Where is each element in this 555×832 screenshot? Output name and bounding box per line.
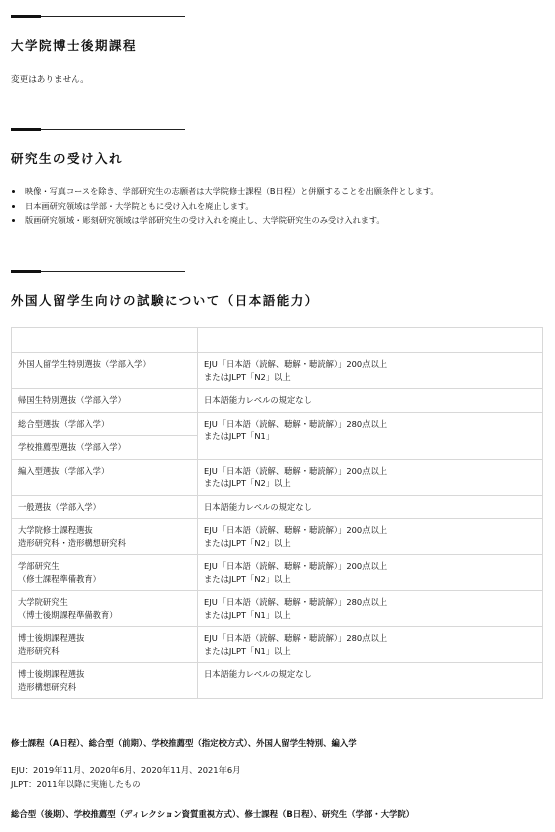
- table-row: [12, 591, 543, 627]
- section-rule: [11, 271, 185, 272]
- requirement-cell: EJU「日本語（読解、聴解・聴読解）」280点以上 またはJLPT「N1」以上: [198, 627, 543, 663]
- note1-eju: EJU：2019年11月、2020年6月、2020年11月、2021年6月: [11, 765, 241, 775]
- list-item: 映像・写真コースを除き、学部研究生の志願者は大学院修士課程（B日程）と併願することを出願条件とします。: [11, 184, 439, 199]
- table-row: [12, 663, 543, 699]
- requirement-cell: EJU「日本語（読解、聴解・聴読解）」280点以上 またはJLPT「N1」: [198, 412, 543, 459]
- category-cell: 学部研究生 （修士課程準備教育）: [12, 555, 198, 591]
- category-cell: 博士後期課程選抜 造形構想研究科: [12, 663, 198, 699]
- requirement-cell: EJU「日本語（読解、聴解・聴読解）」200点以上 またはJLPT「N2」以上: [198, 519, 543, 555]
- requirement-cell: 日本語能力レベルの規定なし: [198, 663, 543, 699]
- category-cell: 一般選抜（学部入学）: [12, 495, 198, 519]
- category-cell: 総合型選抜（学部入学）: [12, 412, 198, 436]
- requirement-cell: EJU「日本語（読解、聴解・聴読解）」200点以上 またはJLPT「N2」以上: [198, 459, 543, 495]
- doctoral-text: 変更はありません。: [11, 75, 89, 85]
- table-header-cell: [198, 328, 543, 353]
- category-cell: 学校推薦型選抜（学部入学）: [12, 436, 198, 460]
- section-rule: [11, 129, 185, 130]
- note1-jlpt: JLPT：2011年以降に実施したもの: [11, 779, 141, 789]
- table-row: [12, 555, 543, 591]
- table-header-row: [12, 328, 543, 353]
- section-rule: [11, 16, 185, 17]
- section-title-research-students: 研究生の受け入れ: [11, 151, 124, 166]
- section-title-language: 外国人留学生向けの試験について（日本語能力）: [11, 293, 319, 308]
- research-students-list: [11, 184, 439, 228]
- note2-heading: 総合型（後期）、学校推薦型（ディレクション資質重視方式）、修士課程（B日程）、研究生（学部・大学院）: [11, 809, 415, 819]
- category-cell: 博士後期課程選抜 造形研究科: [12, 627, 198, 663]
- category-cell: 大学院修士課程選抜 造形研究科・造形構想研究科: [12, 519, 198, 555]
- list-item: 版画研究領域・彫刻研究領域は学部研究生の受け入れを廃止し、大学院研究生のみ受け入れます。: [11, 213, 439, 228]
- table-row: [12, 353, 543, 389]
- section-title-doctoral: 大学院博士後期課程: [11, 38, 138, 53]
- table-row: [12, 627, 543, 663]
- table-row: [12, 389, 543, 413]
- requirement-cell: EJU「日本語（読解、聴解・聴読解）」200点以上 またはJLPT「N2」以上: [198, 555, 543, 591]
- table-row: [12, 519, 543, 555]
- table-row: [12, 459, 543, 495]
- requirement-cell: EJU「日本語（読解、聴解・聴読解）」200点以上 またはJLPT「N2」以上: [198, 353, 543, 389]
- requirement-cell: 日本語能力レベルの規定なし: [198, 389, 543, 413]
- category-cell: 外国人留学生特別選抜（学部入学）: [12, 353, 198, 389]
- category-cell: 編入型選抜（学部入学）: [12, 459, 198, 495]
- table-row: [12, 495, 543, 519]
- language-requirements-table: [11, 327, 543, 699]
- requirement-cell: EJU「日本語（読解、聴解・聴読解）」280点以上 またはJLPT「N1」以上: [198, 591, 543, 627]
- category-cell: 帰国生特別選抜（学部入学）: [12, 389, 198, 413]
- list-item: 日本画研究領域は学部・大学院ともに受け入れを廃止します。: [11, 199, 439, 214]
- table-header-cell: [12, 328, 198, 353]
- category-cell: 大学院研究生 （博士後期課程準備教育）: [12, 591, 198, 627]
- note1-heading: 修士課程（A日程）、総合型（前期）、学校推薦型（指定校方式）、外国人留学生特別、編入学: [11, 738, 357, 748]
- requirement-cell: 日本語能力レベルの規定なし: [198, 495, 543, 519]
- table-row: [12, 412, 543, 436]
